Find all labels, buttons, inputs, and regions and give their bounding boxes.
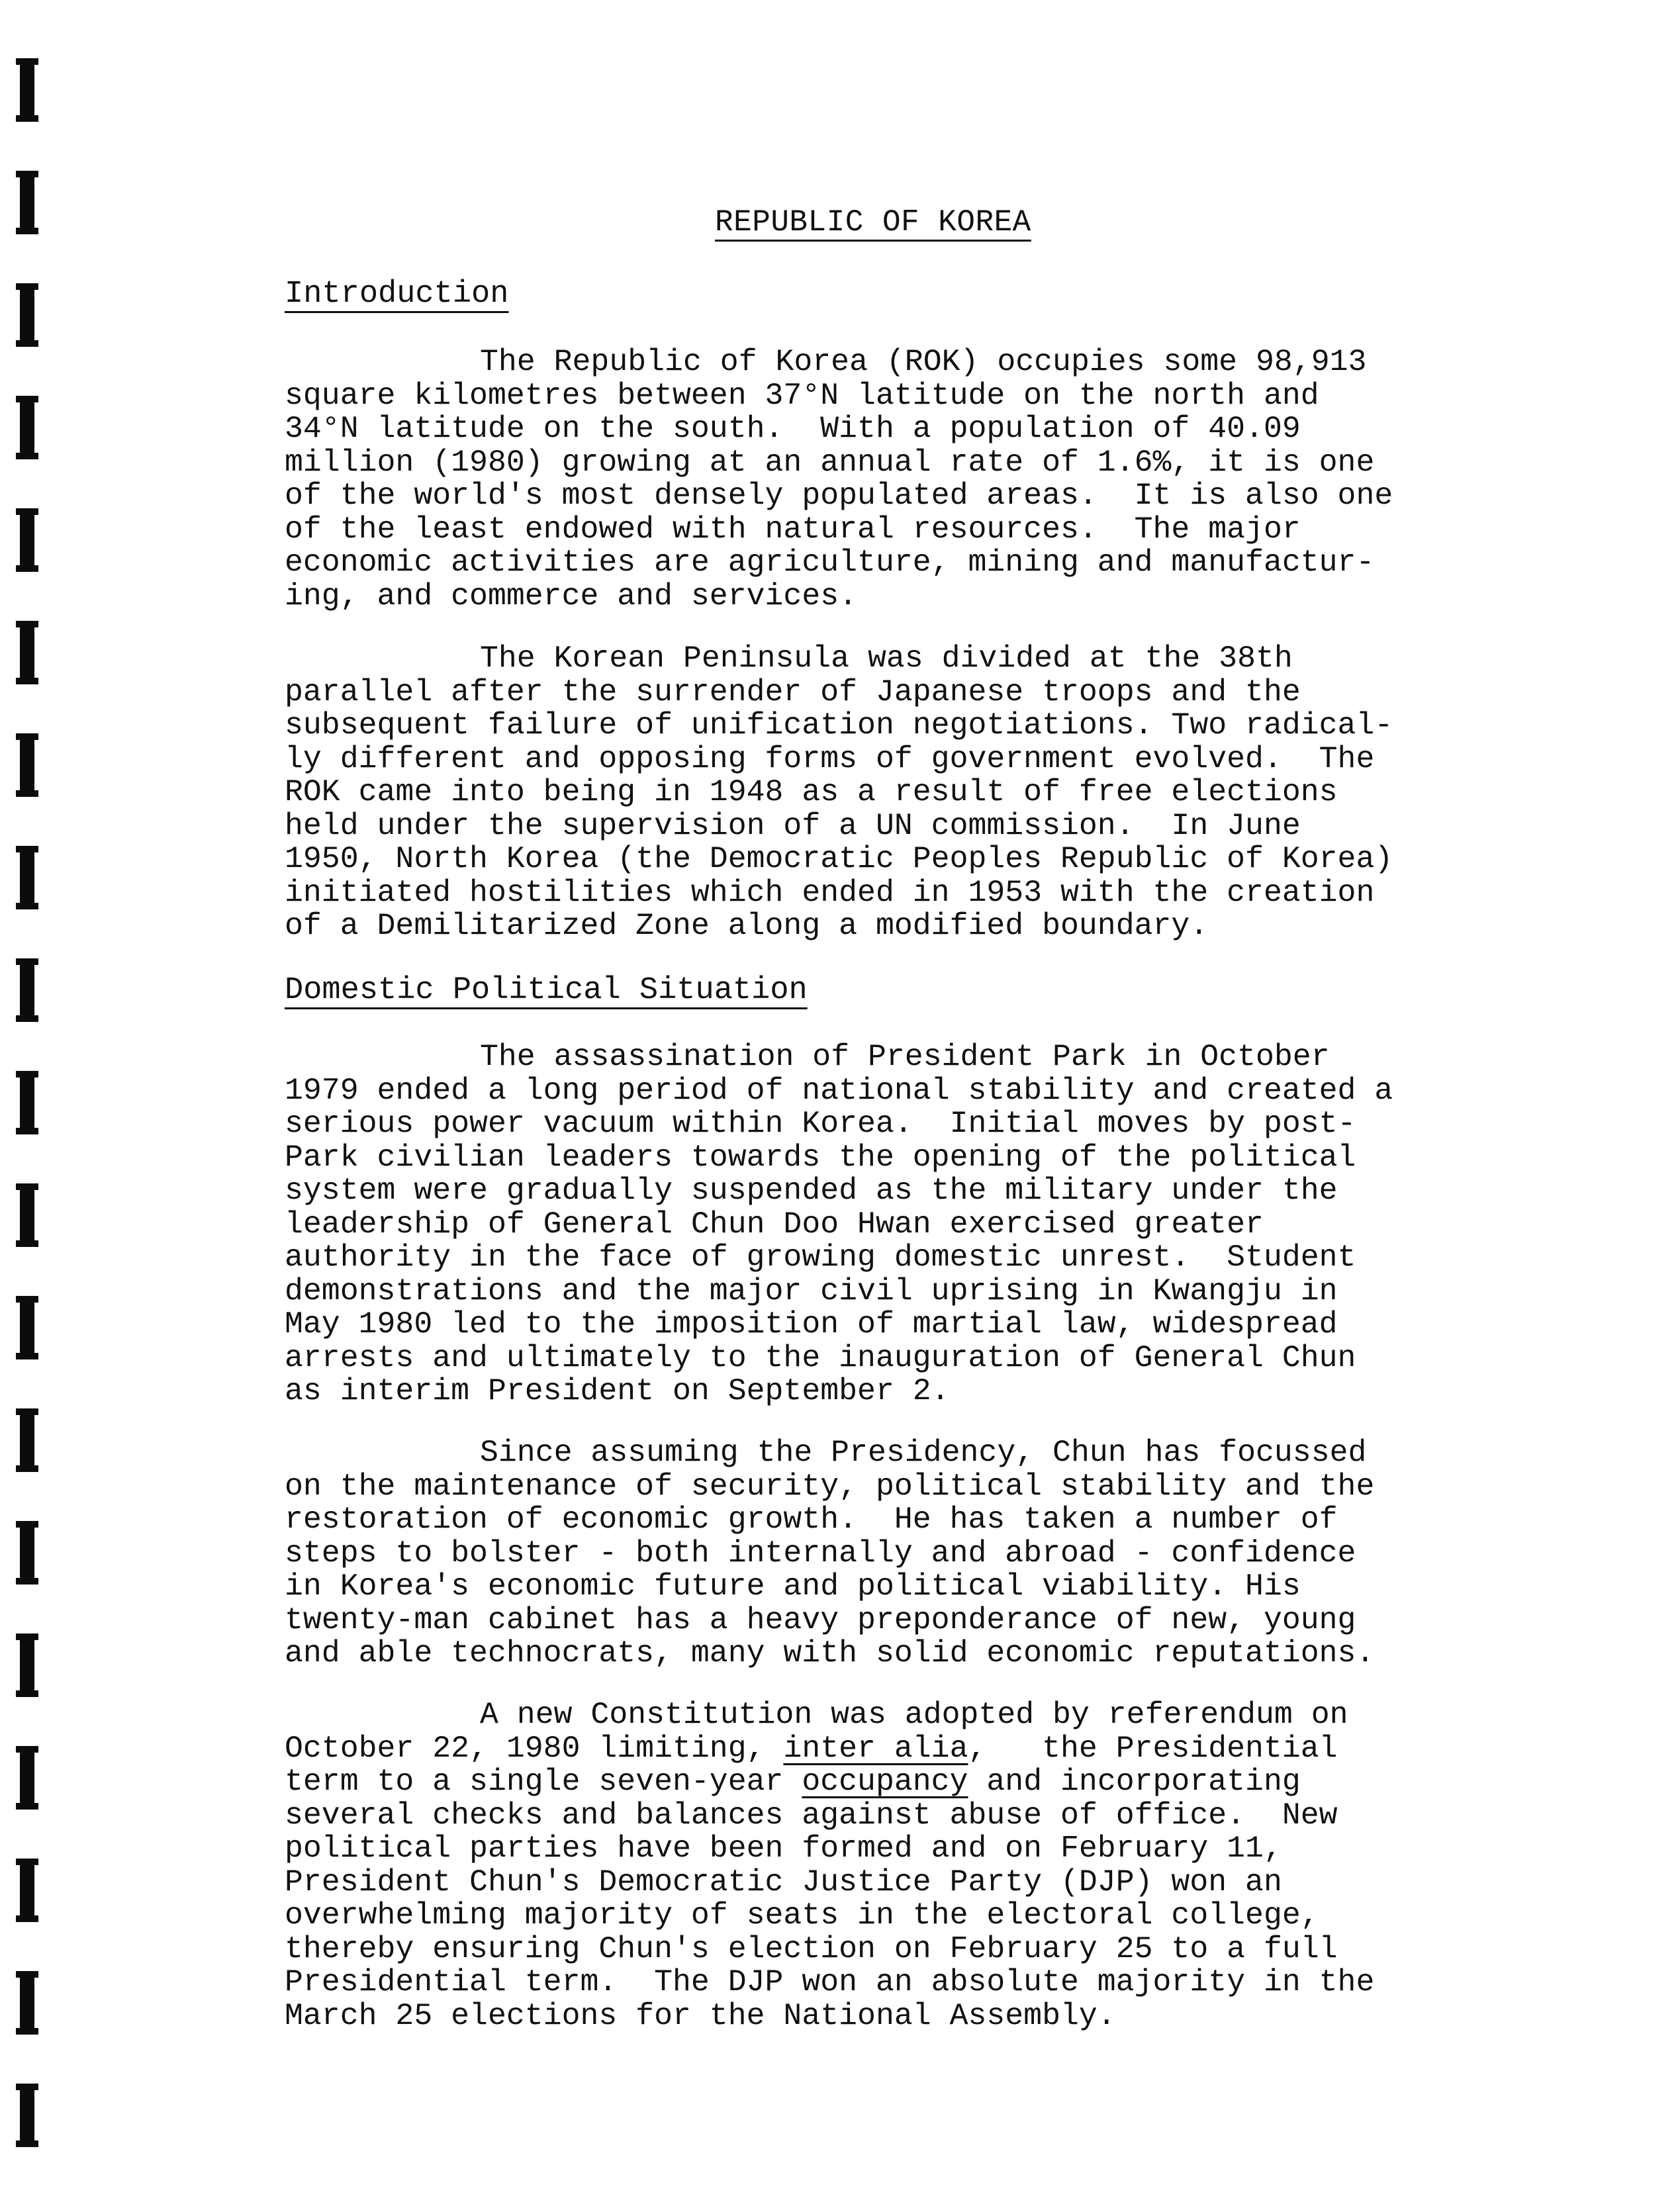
- text-line: economic activities are agriculture, mining and manufactur-: [285, 545, 1375, 580]
- text-line: on the maintenance of security, political stability and the: [285, 1468, 1375, 1504]
- binder-mark: [20, 171, 34, 234]
- text-line: system were gradually suspended as the military under the: [285, 1173, 1338, 1208]
- text-line: steps to bolster - both internally and abroad - confidence: [285, 1535, 1356, 1571]
- binder-mark: [20, 1408, 34, 1472]
- section-heading-introduction: Introduction: [285, 277, 509, 312]
- text-line: October 22, 1980 limiting, inter alia, the Presidential: [285, 1730, 1338, 1766]
- text-line: 34°N latitude on the south. With a population of 40.09: [285, 411, 1301, 446]
- text-line: March 25 elections for the National Assembly.: [285, 1998, 1116, 2033]
- binder-mark: [20, 1183, 34, 1247]
- text-line: several checks and balances against abuse of office. New: [285, 1797, 1338, 1833]
- paragraph-domestic-3: [285, 1698, 1503, 2033]
- text-line: 1979 ended a long period of national stability and created a: [285, 1072, 1393, 1108]
- text-line: authority in the face of growing domestic unrest. Student: [285, 1240, 1356, 1275]
- text-line: Presidential term. The DJP won an absolute majority in the: [285, 1964, 1375, 1999]
- text-line: of a Demilitarized Zone along a modified boundary.: [285, 908, 1209, 943]
- text-line: million (1980) growing at an annual rate of 1.6%, it is one: [285, 444, 1375, 480]
- text-line: thereby ensuring Chun's election on February 25 to a full: [285, 1931, 1338, 1966]
- paragraph-intro-2: [285, 642, 1503, 943]
- binder-mark: [20, 2084, 34, 2147]
- paragraph-intro-1: [285, 345, 1503, 613]
- text-line: restoration of economic growth. He has taken a number of: [285, 1502, 1338, 1537]
- binder-mark: [20, 1859, 34, 1922]
- text-line: and able technocrats, many with solid economic reputations.: [285, 1635, 1375, 1671]
- binder-punch-marks: [13, 0, 40, 2206]
- binder-mark: [20, 1971, 34, 2035]
- text-line: ly different and opposing forms of government evolved. The: [285, 741, 1375, 776]
- text-line: of the world's most densely populated areas. It is also one: [285, 478, 1393, 513]
- text-line: twenty-man cabinet has a heavy preponderance of new, young: [285, 1602, 1356, 1637]
- text-line: The Korean Peninsula was divided at the 38th: [480, 641, 1293, 676]
- binder-mark: [20, 58, 34, 122]
- binder-mark: [20, 1521, 34, 1585]
- binder-mark: [20, 283, 34, 347]
- underlined-phrase-inter-alia: inter alia: [783, 1730, 968, 1766]
- text-line: subsequent failure of unification negotiations. Two radical-: [285, 708, 1393, 743]
- text-line: ing, and commerce and services.: [285, 578, 858, 614]
- text-line: The assassination of President Park in October: [480, 1039, 1330, 1074]
- paragraph-domestic-2: [285, 1436, 1503, 1671]
- text-line: Since assuming the Presidency, Chun has focussed: [480, 1435, 1367, 1470]
- text-line: demonstrations and the major civil uprising in Kwangju in: [285, 1273, 1338, 1309]
- binder-mark: [20, 1633, 34, 1697]
- binder-mark: [20, 621, 34, 684]
- text-line: overwhelming majority of seats in the electoral college,: [285, 1898, 1319, 1933]
- text-line: square kilometres between 37°N latitude on the north and: [285, 377, 1319, 413]
- page-title: REPUBLIC OF KOREA: [715, 205, 1031, 240]
- binder-mark: [20, 846, 34, 909]
- text-line: in Korea's economic future and political viability. His: [285, 1569, 1301, 1604]
- text-line: The Republic of Korea (ROK) occupies some 98,913: [480, 344, 1367, 379]
- text-line: A new Constitution was adopted by referendum on: [480, 1697, 1348, 1732]
- binder-mark: [20, 1071, 34, 1134]
- text-line: 1950, North Korea (the Democratic Peoples Republic of Korea): [285, 841, 1393, 876]
- text-line: ROK came into being in 1948 as a result of free elections: [285, 774, 1338, 809]
- binder-mark: [20, 396, 34, 459]
- paragraph-domestic-1: [285, 1040, 1503, 1408]
- text-line: arrests and ultimately to the inauguration of General Chun: [285, 1340, 1356, 1375]
- text-line: serious power vacuum within Korea. Initial moves by post-: [285, 1106, 1356, 1141]
- text-line: Park civilian leaders towards the opening of the political: [285, 1139, 1356, 1175]
- text-line: held under the supervision of a UN commission. In June: [285, 807, 1301, 843]
- text-line: political parties have been formed and on February 11,: [285, 1831, 1282, 1866]
- underlined-word-occupancy: occupancy: [802, 1764, 968, 1799]
- text-line: as interim President on September 2.: [285, 1373, 950, 1408]
- text-line: of the least endowed with natural resources. The major: [285, 511, 1301, 547]
- text-line: term to a single seven-year occupancy and incorporating: [285, 1764, 1301, 1799]
- binder-mark: [20, 733, 34, 797]
- text-line: leadership of General Chun Doo Hwan exercised greater: [285, 1206, 1264, 1242]
- text-line: parallel after the surrender of Japanese troops and the: [285, 674, 1301, 710]
- text-line: May 1980 led to the imposition of martial law, widespread: [285, 1307, 1338, 1342]
- text-line: initiated hostilities which ended in 1953 with the creation: [285, 874, 1375, 910]
- text-line: President Chun's Democratic Justice Party (DJP) won an: [285, 1864, 1282, 1900]
- section-heading-domestic-political-situation: Domestic Political Situation: [285, 973, 808, 1008]
- binder-mark: [20, 1296, 34, 1359]
- binder-mark: [20, 1746, 34, 1810]
- binder-mark: [20, 508, 34, 572]
- binder-mark: [20, 958, 34, 1022]
